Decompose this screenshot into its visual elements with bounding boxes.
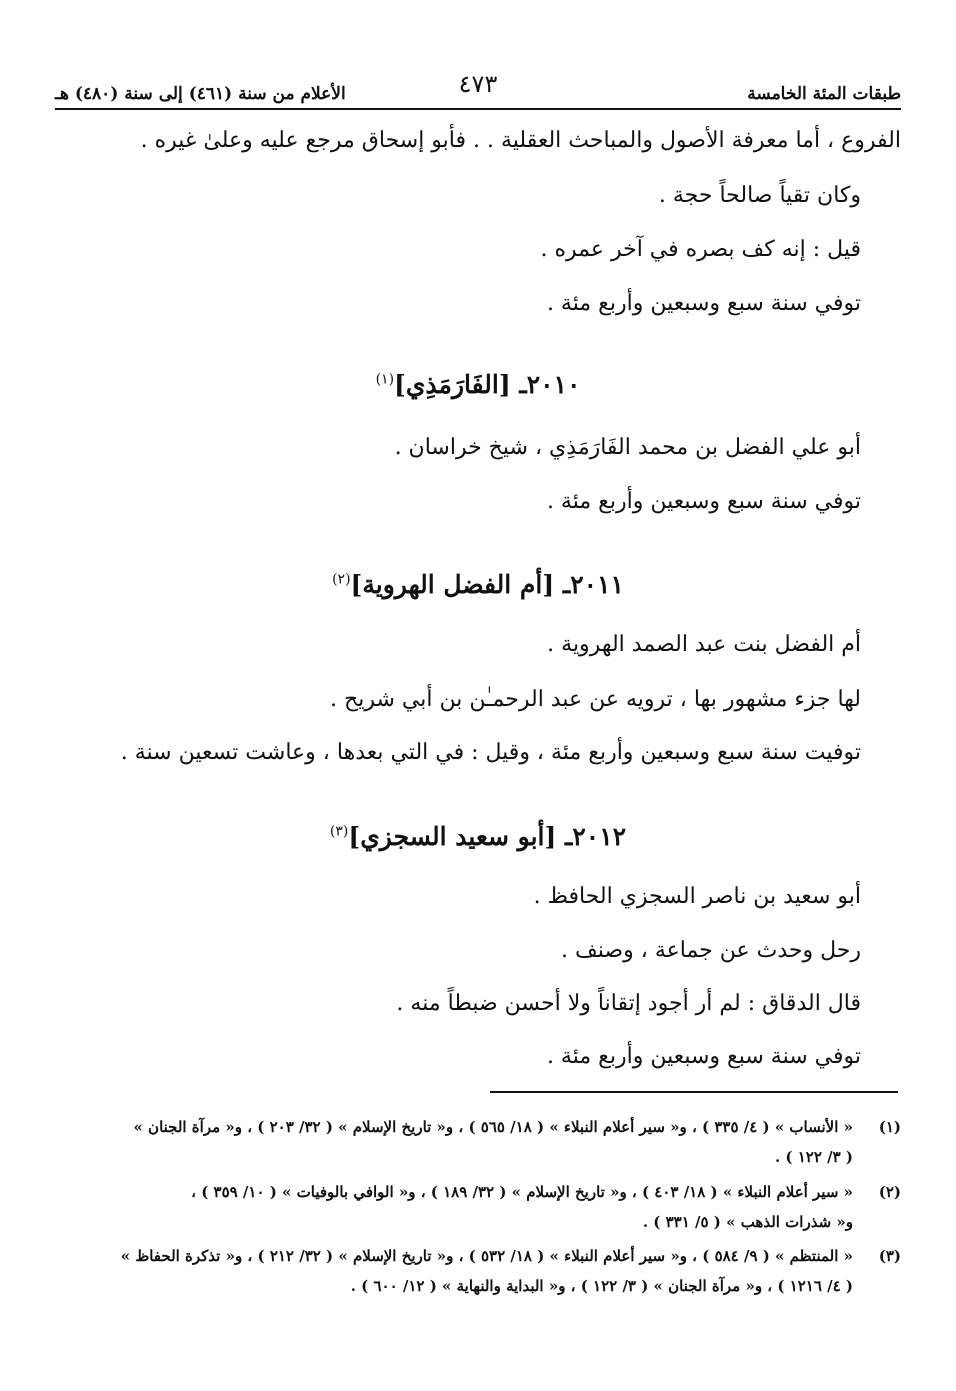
entry-line: أم الفضل بنت عبد الصمد الهروية . [547, 632, 861, 657]
intro-line: قيل : إنه كف بصره في آخر عمره . [540, 237, 861, 262]
entry-line: توفي سنة سبع وسبعين وأربع مئة . [546, 489, 861, 514]
footnote [55, 1177, 901, 1237]
entry-line: توفي سنة سبع وسبعين وأربع مئة . [546, 1044, 861, 1069]
header-section-title: طبقات المئة الخامسة [747, 84, 901, 104]
header-divider [55, 108, 901, 110]
entry-line: رحل وحدث عن جماعة ، وصنف . [561, 938, 861, 963]
footnote [55, 1112, 901, 1172]
intro-line: وكان تقياً صالحاً حجة . [658, 183, 861, 208]
footnote-divider [490, 1091, 898, 1093]
page-number: ٤٧٣ [458, 70, 498, 98]
footnote-marker: (١) [375, 371, 395, 388]
footnote-line: « الأنساب » ( ٤/ ٣٣٥ ) ، و« سير أعلام النبلاء » ( ١٨/ ٥٦٥ ) ، و« تاريخ الإسلام » ( ٣٢/ ٢٠٣ ) ، و« مرآة الجنان » [133, 1118, 853, 1136]
entry-line: قال الدقاق : لم أر أجود إتقاناً ولا أحسن ضبطاً منه . [396, 991, 861, 1016]
footnote-line: ( ٣/ ١٢٢ ) . [774, 1148, 853, 1166]
entry-line: أبو علي الفضل بن محمد الفَارَمَذِي ، شيخ خراسان . [394, 435, 861, 460]
footnote-line: « المنتظم » ( ٩/ ٥٨٤ ) ، و« سير أعلام النبلاء » ( ١٨/ ٥٣٢ ) ، و« تاريخ الإسلام » ( ٣٢/ ٢١٢ ) ، و« تذكرة الحفاظ » [120, 1247, 853, 1265]
intro-line: توفي سنة سبع وسبعين وأربع مئة . [546, 291, 861, 316]
footnote-line: « سير أعلام النبلاء » ( ١٨/ ٤٠٣ ) ، و« تاريخ الإسلام » ( ٣٢/ ١٨٩ ) ، و« الوافي بالوفيات » ( ١٠/ ٣٥٩ ) ، [191, 1183, 853, 1201]
entry-title-text: ٢٠١٠ـ [الفَارَمَذِي] [394, 370, 581, 399]
entry-title [0, 570, 956, 599]
entry-line: توفيت سنة سبع وسبعين وأربع مئة ، وقيل : في التي بعدها ، وعاشت تسعين سنة . [120, 740, 861, 765]
entry-title-text: ٢٠١٢ـ [أبو سعيد السجزي] [348, 822, 627, 851]
footnote-line: ( ٤/ ١٢١٦ ) ، و« مرآة الجنان » ( ٣/ ١٢٢ ) ، و« البداية والنهاية » ( ١٢/ ٦٠٠ ) . [350, 1277, 853, 1295]
footnote-number: (١) [878, 1118, 901, 1136]
entry-line: أبو سعيد بن ناصر السجزي الحافظ . [533, 884, 861, 909]
entry-title-text: ٢٠١١ـ [أم الفضل الهروية] [350, 570, 624, 599]
footnote [55, 1241, 901, 1301]
entry-title [0, 370, 956, 399]
footnote-number: (٣) [878, 1247, 901, 1265]
header-range-title: الأعلام من سنة (٤٦١) إلى سنة (٤٨٠) هـ [55, 84, 346, 104]
page-header [55, 62, 901, 104]
entry-title [0, 822, 956, 851]
footnote-line: و« شذرات الذهب » ( ٥/ ٣٣١ ) . [642, 1213, 853, 1231]
footnote-number: (٢) [878, 1183, 901, 1201]
entry-line: لها جزء مشهور بها ، ترويه عن عبد الرحمـٰن بن أبي شريح . [330, 687, 861, 712]
footnote-marker: (٣) [329, 823, 349, 840]
footnote-marker: (٢) [332, 571, 351, 588]
intro-line: الفروع ، أما معرفة الأصول والمباحث العقلية . . فأبو إسحاق مرجع عليه وعلىٰ غيره . [140, 128, 901, 153]
